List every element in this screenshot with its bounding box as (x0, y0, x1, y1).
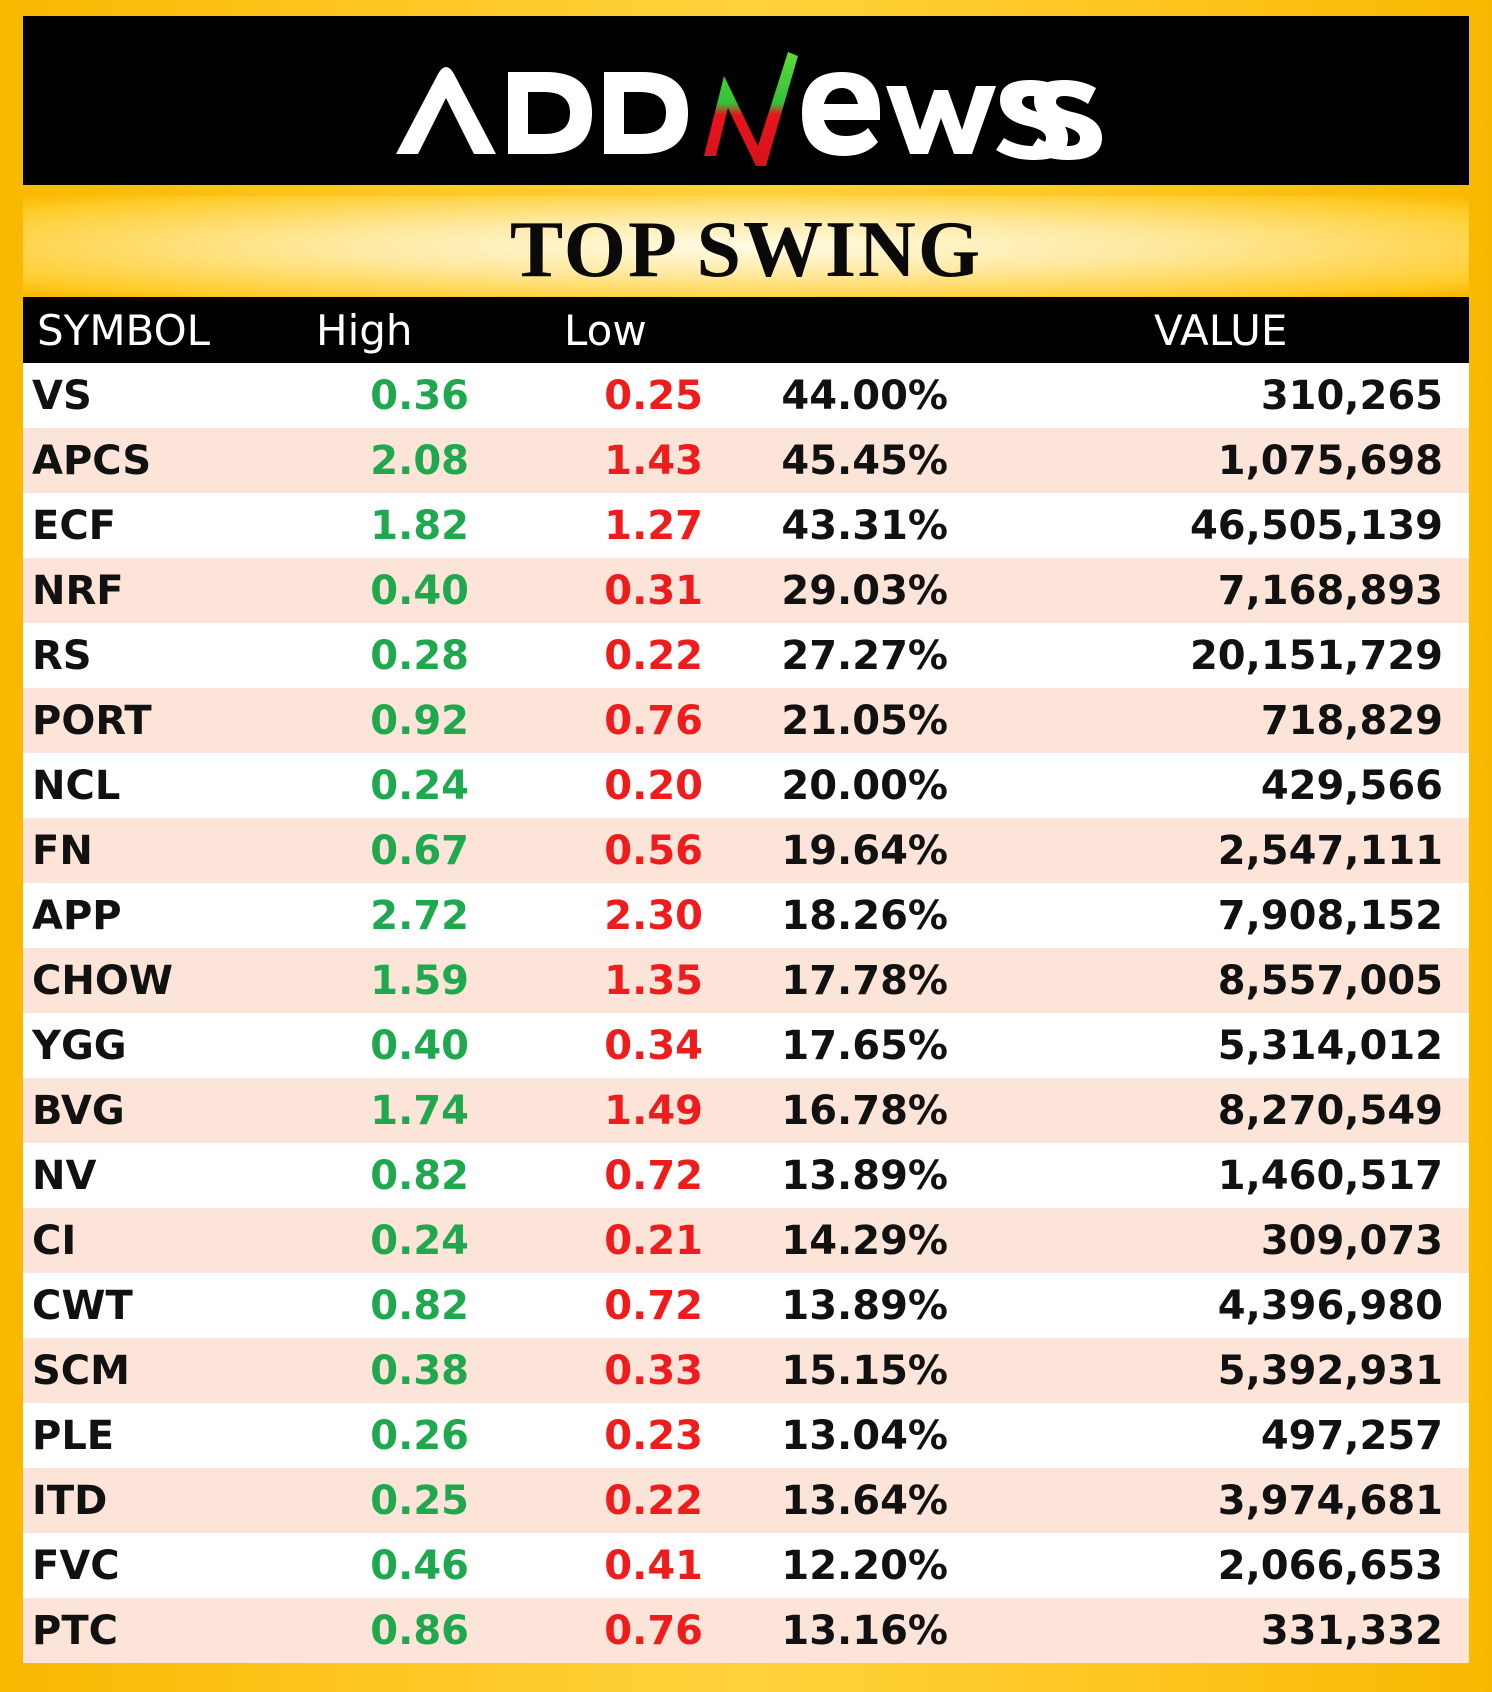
cell-high: 0.82 (370, 1283, 469, 1329)
cell-swing-percent: 45.45% (781, 438, 948, 484)
cell-symbol: RS (32, 633, 92, 679)
cell-low: 1.35 (604, 958, 703, 1004)
cell-swing-percent: 15.15% (781, 1348, 948, 1394)
cell-value: 20,151,729 (1189, 633, 1443, 679)
cell-high: 0.67 (370, 828, 469, 874)
cell-low: 0.25 (604, 373, 703, 419)
cell-swing-percent: 29.03% (781, 568, 948, 614)
table-row (23, 1533, 1469, 1598)
cell-symbol: CHOW (32, 958, 173, 1004)
cell-symbol: SCM (32, 1348, 130, 1394)
cell-value: 331,332 (1260, 1608, 1443, 1654)
cell-high: 0.86 (370, 1608, 469, 1654)
cell-symbol: FN (32, 828, 93, 874)
header-high: High (316, 306, 413, 355)
cell-low: 0.23 (604, 1413, 703, 1459)
cell-symbol: ITD (32, 1478, 108, 1524)
table-header (23, 297, 1469, 363)
cell-swing-percent: 17.78% (781, 958, 948, 1004)
table-row (23, 1403, 1469, 1468)
cell-symbol: PTC (32, 1608, 118, 1654)
cell-high: 2.08 (370, 438, 469, 484)
table-row (23, 1013, 1469, 1078)
cell-swing-percent: 44.00% (781, 373, 948, 419)
cell-value: 2,547,111 (1217, 828, 1443, 874)
table-row (23, 818, 1469, 883)
cell-swing-percent: 12.20% (781, 1543, 948, 1589)
cell-swing-percent: 19.64% (781, 828, 948, 874)
cell-value: 1,075,698 (1217, 438, 1443, 484)
table-row (23, 688, 1469, 753)
table-row (23, 623, 1469, 688)
cell-value: 497,257 (1260, 1413, 1443, 1459)
cell-low: 0.21 (604, 1218, 703, 1264)
cell-swing-percent: 18.26% (781, 893, 948, 939)
cell-value: 8,270,549 (1217, 1088, 1443, 1134)
cell-swing-percent: 43.31% (781, 503, 948, 549)
cell-symbol: NCL (32, 763, 121, 809)
swing-table (23, 297, 1469, 1663)
cell-low: 0.72 (604, 1153, 703, 1199)
cell-swing-percent: 13.89% (781, 1283, 948, 1329)
cell-value: 310,265 (1260, 373, 1443, 419)
cell-low: 0.22 (604, 633, 703, 679)
table-row (23, 428, 1469, 493)
cell-symbol: BVG (32, 1088, 125, 1134)
cell-high: 1.82 (370, 503, 469, 549)
cell-high: 0.24 (370, 763, 469, 809)
table-row (23, 1143, 1469, 1208)
table-row (23, 1078, 1469, 1143)
cell-high: 2.72 (370, 893, 469, 939)
cell-swing-percent: 21.05% (781, 698, 948, 744)
page-title: TOP SWING (509, 205, 983, 294)
cell-symbol: YGG (32, 1023, 127, 1069)
cell-symbol: FVC (32, 1543, 120, 1589)
cell-high: 0.82 (370, 1153, 469, 1199)
cell-low: 0.72 (604, 1283, 703, 1329)
cell-swing-percent: 16.78% (781, 1088, 948, 1134)
cell-value: 429,566 (1260, 763, 1443, 809)
cell-value: 5,314,012 (1217, 1023, 1443, 1069)
cell-swing-percent: 20.00% (781, 763, 948, 809)
cell-symbol: CWT (32, 1283, 133, 1329)
cell-high: 0.36 (370, 373, 469, 419)
cell-low: 0.76 (604, 1608, 703, 1654)
cell-value: 7,908,152 (1217, 893, 1443, 939)
table-row (23, 493, 1469, 558)
cell-low: 0.76 (604, 698, 703, 744)
cell-symbol: APP (32, 893, 122, 939)
cell-high: 0.40 (370, 1023, 469, 1069)
logo-bar (23, 16, 1469, 185)
cell-value: 46,505,139 (1189, 503, 1443, 549)
cell-value: 309,073 (1260, 1218, 1443, 1264)
cell-low: 1.49 (604, 1088, 703, 1134)
cell-swing-percent: 13.89% (781, 1153, 948, 1199)
cell-value: 718,829 (1260, 698, 1443, 744)
cell-low: 0.22 (604, 1478, 703, 1524)
cell-high: 0.38 (370, 1348, 469, 1394)
cell-low: 0.20 (604, 763, 703, 809)
cell-symbol: CI (32, 1218, 77, 1264)
table-row (23, 948, 1469, 1013)
title-band (23, 196, 1469, 296)
table-row (23, 753, 1469, 818)
table-row (23, 558, 1469, 623)
table-row (23, 1338, 1469, 1403)
cell-symbol: PORT (32, 698, 152, 744)
table-body (23, 363, 1469, 1663)
cell-high: 0.24 (370, 1218, 469, 1264)
cell-value: 5,392,931 (1217, 1348, 1443, 1394)
table-row (23, 1598, 1469, 1663)
cell-value: 4,396,980 (1217, 1283, 1443, 1329)
cell-low: 0.31 (604, 568, 703, 614)
cell-high: 0.40 (370, 568, 469, 614)
table-row (23, 883, 1469, 948)
cell-low: 1.27 (604, 503, 703, 549)
cell-swing-percent: 14.29% (781, 1218, 948, 1264)
cell-swing-percent: 17.65% (781, 1023, 948, 1069)
cell-symbol: ECF (32, 503, 117, 549)
addnewss-logo (386, 26, 1106, 176)
table-row (23, 1208, 1469, 1273)
cell-swing-percent: 13.04% (781, 1413, 948, 1459)
cell-value: 7,168,893 (1217, 568, 1443, 614)
cell-high: 0.92 (370, 698, 469, 744)
header-symbol: SYMBOL (37, 306, 211, 355)
cell-swing-percent: 27.27% (781, 633, 948, 679)
cell-symbol: NV (32, 1153, 97, 1199)
header-value: VALUE (1154, 306, 1288, 355)
cell-symbol: PLE (32, 1413, 115, 1459)
cell-swing-percent: 13.64% (781, 1478, 948, 1524)
cell-low: 0.34 (604, 1023, 703, 1069)
cell-symbol: VS (32, 373, 92, 419)
table-row (23, 1468, 1469, 1533)
cell-high: 1.74 (370, 1088, 469, 1134)
cell-value: 8,557,005 (1217, 958, 1443, 1004)
table-row (23, 363, 1469, 428)
header-low: Low (564, 306, 647, 355)
cell-value: 3,974,681 (1217, 1478, 1443, 1524)
table-row (23, 1273, 1469, 1338)
cell-swing-percent: 13.16% (781, 1608, 948, 1654)
cell-symbol: APCS (32, 438, 152, 484)
cell-high: 0.26 (370, 1413, 469, 1459)
cell-value: 2,066,653 (1217, 1543, 1443, 1589)
cell-low: 0.56 (604, 828, 703, 874)
cell-low: 1.43 (604, 438, 703, 484)
cell-high: 1.59 (370, 958, 469, 1004)
cell-low: 2.30 (604, 893, 703, 939)
cell-high: 0.46 (370, 1543, 469, 1589)
cell-high: 0.28 (370, 633, 469, 679)
cell-low: 0.33 (604, 1348, 703, 1394)
cell-low: 0.41 (604, 1543, 703, 1589)
cell-high: 0.25 (370, 1478, 469, 1524)
cell-value: 1,460,517 (1217, 1153, 1443, 1199)
cell-symbol: NRF (32, 568, 124, 614)
